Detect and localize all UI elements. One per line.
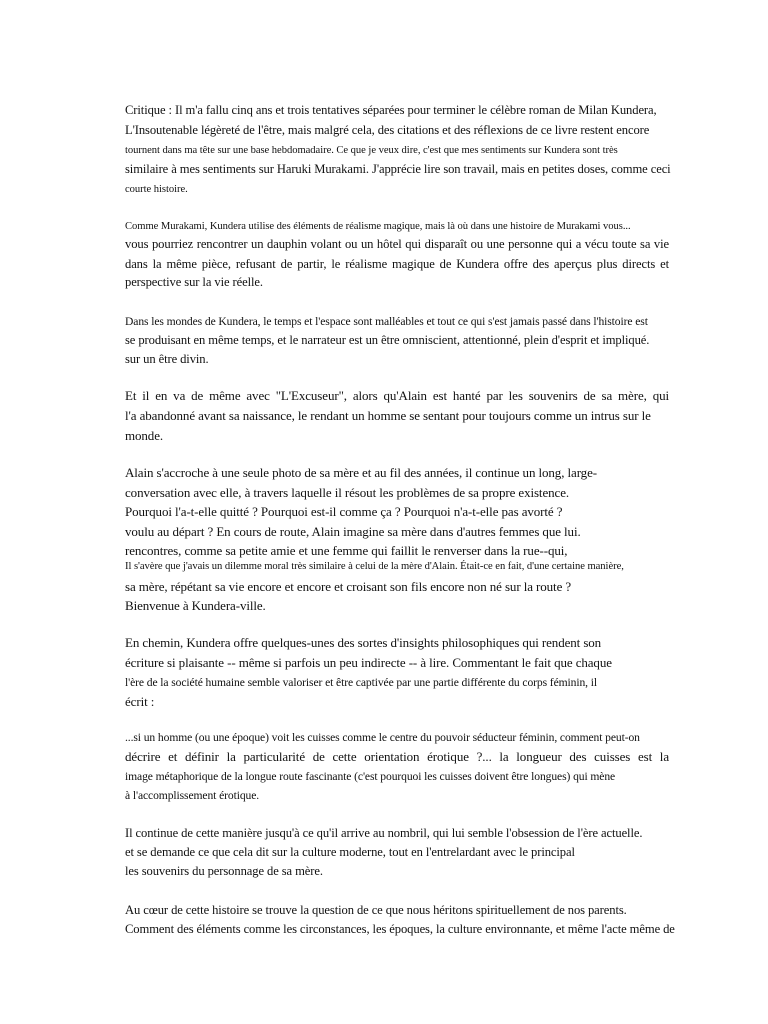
text-line: Bienvenue à Kundera-ville.	[125, 598, 266, 613]
text-line: l'ère de la société humaine semble valoriser et être captivée par une partie différente du corps féminin, il	[125, 676, 598, 689]
text-line: les souvenirs du personnage de sa mère.	[125, 864, 323, 878]
text-line: similaire à mes sentiments sur Haruki Murakami. J'apprécie lire son travail, mais en petites doses, comme ceci	[125, 162, 671, 176]
text-line: ...si un homme (ou une époque) voit les cuisses comme le centre du pouvoir séducteur féminin, comment peut-on	[125, 731, 640, 744]
text-line: Critique : Il m'a fallu cinq ans et trois tentatives séparées pour terminer le célèbre roman de Milan Kundera,	[125, 103, 657, 117]
text-line: vous pourriez rencontrer un dauphin volant ou un hôtel qui disparaît ou une personne qui a vécu toute sa vie	[125, 237, 669, 251]
text-line: dans la même pièce, refusant de partir, le réalisme magique de Kundera offre des aperçus plus directs et	[125, 257, 669, 271]
text-line: Il continue de cette manière jusqu'à ce qu'il arrive au nombril, qui lui semble l'obsession de l'ère actuelle.	[125, 826, 643, 840]
text-line: Pourquoi l'a-t-elle quitté ? Pourquoi est-il comme ça ? Pourquoi n'a-t-elle pas avorté ?	[125, 504, 563, 519]
text-line: sur un être divin.	[125, 352, 209, 366]
text-line: conversation avec elle, à travers laquelle il résout les problèmes de sa propre existence.	[125, 485, 570, 500]
text-line: écriture si plaisante -- même si parfois un peu indirecte -- à lire. Commentant le fait que chaque	[125, 655, 612, 670]
text-line: tournent dans ma tête sur une base hebdomadaire. Ce que je veux dire, c'est que mes sentiments sur Kundera sont très	[125, 145, 618, 156]
text-line: l'a abandonné avant sa naissance, le rendant un homme se sentant pour toujours comme un intrus sur le	[125, 408, 651, 423]
text-line: Il s'avère que j'avais un dilemme moral très similaire à celui de la mère d'Alain. Était-ce en fait, d'une certaine manière,	[125, 561, 624, 572]
text-line: image métaphorique de la longue route fascinante (c'est pourquoi les cuisses doivent être longues) qui mène	[125, 770, 616, 783]
text-line: Alain s'accroche à une seule photo de sa mère et au fil des années, il continue un long, large-	[125, 465, 597, 480]
text-line: Comme Murakami, Kundera utilise des éléments de réalisme magique, mais là où dans une histoire de Murakami vous...	[125, 221, 631, 232]
text-line: courte histoire.	[125, 184, 188, 195]
text-line: L'Insoutenable légèreté de l'être, mais malgré cela, des citations et des réflexions de ce livre restent encore	[125, 123, 650, 137]
text-line: voulu au départ ? En cours de route, Alain imagine sa mère dans d'autres femmes que lui.	[125, 524, 581, 539]
text-line: perspective sur la vie réelle.	[125, 275, 263, 289]
text-line: à l'accomplissement érotique.	[125, 789, 260, 802]
text-line: se produisant en même temps, et le narrateur est un être omniscient, attentionné, plein d'esprit et impliqué.	[125, 333, 650, 347]
text-line: rencontres, comme sa petite amie et une femme qui faillit le renverser dans la rue--qui,	[125, 543, 568, 558]
text-line: En chemin, Kundera offre quelques-unes des sortes d'insights philosophiques qui rendent son	[125, 635, 602, 650]
text-line: monde.	[125, 428, 164, 443]
text-line: Comment des éléments comme les circonstances, les époques, la culture environnante, et même l'acte même de	[125, 922, 675, 936]
text-line: et se demande ce que cela dit sur la culture moderne, tout en l'entrelardant avec le principal	[125, 845, 575, 859]
text-line: sa mère, répétant sa vie encore et encore et croisant son fils encore non né sur la route ?	[125, 579, 572, 594]
text-line: écrit :	[125, 694, 155, 709]
text-line: Dans les mondes de Kundera, le temps et l'espace sont malléables et tout ce qui s'est jamais passé dans l'histoire est	[125, 315, 648, 328]
text-line: Et il en va de même avec "L'Excuseur", alors qu'Alain est hanté par les souvenirs de sa mère, qui	[125, 388, 669, 403]
text-line: décrire et définir la particularité de cette orientation érotique ?... la longueur des cuisses est la	[125, 749, 669, 764]
text-line: Au cœur de cette histoire se trouve la question de ce que nous héritons spirituellement de nos parents.	[125, 903, 627, 917]
